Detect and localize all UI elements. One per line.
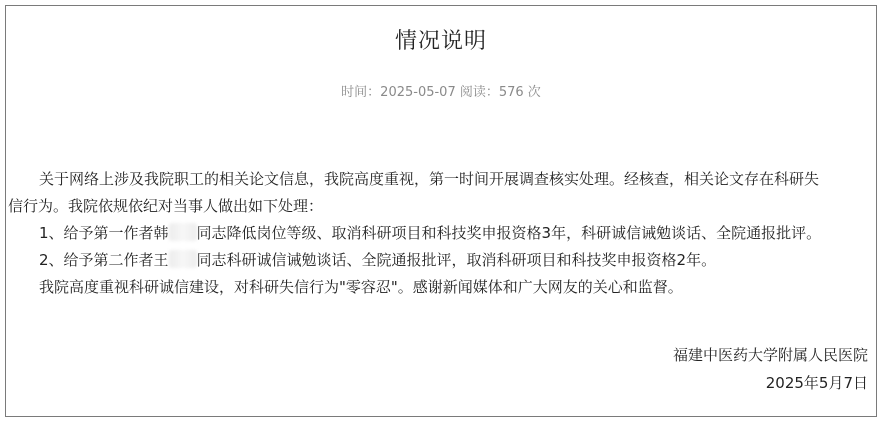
notice-body <box>6 166 878 301</box>
penalty-item-2-prefix: 2、给予第二作者王 <box>39 251 169 269</box>
penalty-item-2-text: 同志科研诚信诫勉谈话、全院通报批评，取消科研项目和科技奖申报资格2年。 <box>196 251 717 269</box>
penalty-item-1-text: 同志降低岗位等级、取消科研项目和科技奖申报资格3年，科研诚信诫勉谈话、全院通报批评。 <box>196 224 822 242</box>
closing-statement: 我院高度重视科研诚信建设，对科研失信行为"零容忍"。感谢新闻媒体和广大网友的关心和监督。 <box>39 278 683 296</box>
penalty-item-2 <box>6 247 878 274</box>
redacted-name-blur <box>169 250 197 268</box>
paragraph-line-1: 关于网络上涉及我院职工的相关论文信息，我院高度重视，第一时间开展调查核实处理。经核查，相关论文存在科研失 <box>39 170 820 188</box>
signature-org: 福建中医药大学附属人民医院 <box>672 346 868 364</box>
signature-date: 2025年5月7日 <box>765 374 868 392</box>
page-title: 情况说明 <box>394 29 487 54</box>
paragraph-line-2: 信行为。我院依规依纪对当事人做出如下处理： <box>8 197 324 215</box>
penalty-item-1 <box>6 220 878 247</box>
penalty-item-1-prefix: 1、给予第一作者韩 <box>39 224 169 242</box>
publish-meta: 时间：2025-05-07 阅读：576 次 <box>341 85 541 100</box>
notice-frame <box>5 5 877 417</box>
redacted-name-blur <box>169 223 197 241</box>
